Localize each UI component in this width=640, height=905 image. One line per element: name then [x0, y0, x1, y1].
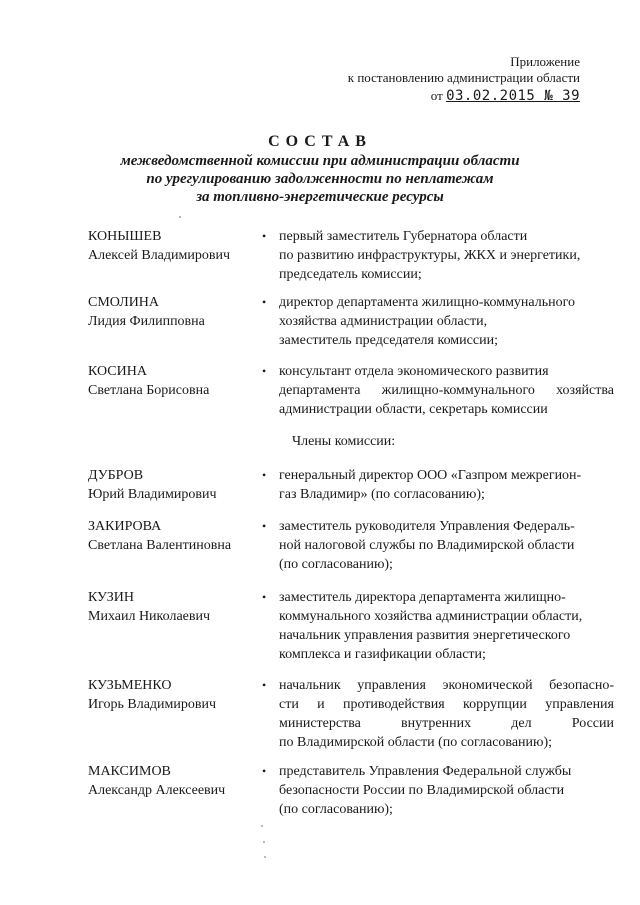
bullet-icon: • — [262, 519, 267, 533]
position-line: хозяйства администрации области, — [279, 314, 488, 329]
position-line: министерства внутренних дел России — [279, 716, 614, 731]
position-line: заместитель председателя комиссии; — [279, 333, 498, 348]
member-given-name: Игорь Владимирович — [88, 697, 217, 712]
scan-speck — [179, 216, 181, 218]
member-given-name: Юрий Владимирович — [88, 487, 217, 502]
scan-speck — [263, 841, 265, 843]
member-position — [279, 676, 614, 752]
position-line: первый заместитель Губернатора области — [279, 229, 528, 244]
position-line: представитель Управления Федеральной службы — [279, 764, 572, 779]
position-line: по развитию инфраструктуры, ЖКХ и энергетики, — [279, 248, 581, 263]
appendix-label: Приложение — [510, 54, 580, 69]
position-line: заместитель директора департамента жилищно- — [279, 590, 566, 605]
bullet-icon: • — [262, 678, 267, 692]
member-surname: КОНЫШЕВ — [88, 229, 162, 244]
member-position — [279, 227, 614, 284]
position-line: начальник управления экономической безопасно- — [279, 678, 614, 693]
position-line: безопасности России по Владимирской области — [279, 783, 565, 798]
member-name — [88, 676, 258, 714]
position-line: консультант отдела экономического развития — [279, 364, 549, 379]
member-surname: КУЗЬМЕНКО — [88, 678, 172, 693]
scan-speck — [264, 856, 266, 858]
member-given-name: Лидия Филипповна — [88, 314, 205, 329]
bullet-icon: • — [262, 590, 267, 604]
appendix-date-prefix: от — [430, 88, 443, 103]
heading-line-3: за топливно-энергетические ресурсы — [196, 189, 444, 205]
position-line: по Владимирской области (по согласованию); — [279, 735, 553, 750]
bullet-icon: • — [262, 229, 267, 243]
member-given-name: Александр Алексеевич — [88, 783, 226, 798]
members-section-title: Члены комиссии: — [292, 434, 396, 449]
member-surname: ДУБРОВ — [88, 468, 144, 483]
bullet-icon: • — [262, 364, 267, 378]
position-line: комплекса и газификации области; — [279, 647, 486, 662]
heading-line-2: по урегулированию задолженности по неплатежам — [146, 171, 494, 187]
position-line: (по согласованию); — [279, 557, 393, 572]
member-position — [279, 517, 614, 574]
member-name — [88, 762, 258, 800]
appendix-date-value: 03.02.2015 № 39 — [446, 88, 580, 104]
heading-line-1: межведомственной комиссии при администрации области — [120, 153, 520, 169]
bullet-icon: • — [262, 295, 267, 309]
appendix-date-line — [348, 88, 580, 104]
member-position — [279, 588, 614, 664]
position-line: газ Владимир» (по согласованию); — [279, 487, 485, 502]
position-line: ной налоговой службы по Владимирской области — [279, 538, 575, 553]
member-surname: СМОЛИНА — [88, 295, 160, 310]
member-position — [279, 762, 614, 819]
member-name — [88, 227, 258, 265]
member-surname: КУЗИН — [88, 590, 135, 605]
position-line: департамента жилищно-коммунального хозяйства — [279, 383, 614, 398]
bullet-icon: • — [262, 764, 267, 778]
position-line: заместитель руководителя Управления Федераль- — [279, 519, 575, 534]
member-name — [88, 293, 258, 331]
position-line: (по согласованию); — [279, 802, 393, 817]
position-line: начальник управления развития энергетического — [279, 628, 571, 643]
member-name — [88, 588, 258, 626]
member-surname: МАКСИМОВ — [88, 764, 171, 779]
bullet-icon: • — [262, 468, 267, 482]
appendix-block — [348, 54, 580, 104]
position-line: председатель комиссии; — [279, 267, 422, 282]
appendix-decree: к постановлению администрации области — [347, 70, 580, 85]
member-name — [88, 517, 258, 555]
member-given-name: Светлана Борисовна — [88, 383, 210, 398]
document-heading — [0, 132, 640, 206]
member-given-name: Михаил Николаевич — [88, 609, 211, 624]
position-line: коммунального хозяйства администрации области, — [279, 609, 583, 624]
position-line: администрации области, секретарь комиссии — [279, 402, 548, 417]
position-line: сти и противодействия коррупции управления — [279, 697, 614, 712]
member-position — [279, 362, 614, 419]
position-line: генеральный директор ООО «Газпром межрегион- — [279, 468, 582, 483]
member-name — [88, 362, 258, 400]
member-name — [88, 466, 258, 504]
member-position — [279, 466, 614, 504]
position-line: директор департамента жилищно-коммунального — [279, 295, 576, 310]
member-position — [279, 293, 614, 350]
member-surname: КОСИНА — [88, 364, 147, 379]
member-surname: ЗАКИРОВА — [88, 519, 162, 534]
scan-speck — [261, 825, 263, 827]
member-given-name: Алексей Владимирович — [88, 248, 231, 263]
document-title: СОСТАВ — [268, 133, 372, 150]
member-given-name: Светлана Валентиновна — [88, 538, 232, 553]
